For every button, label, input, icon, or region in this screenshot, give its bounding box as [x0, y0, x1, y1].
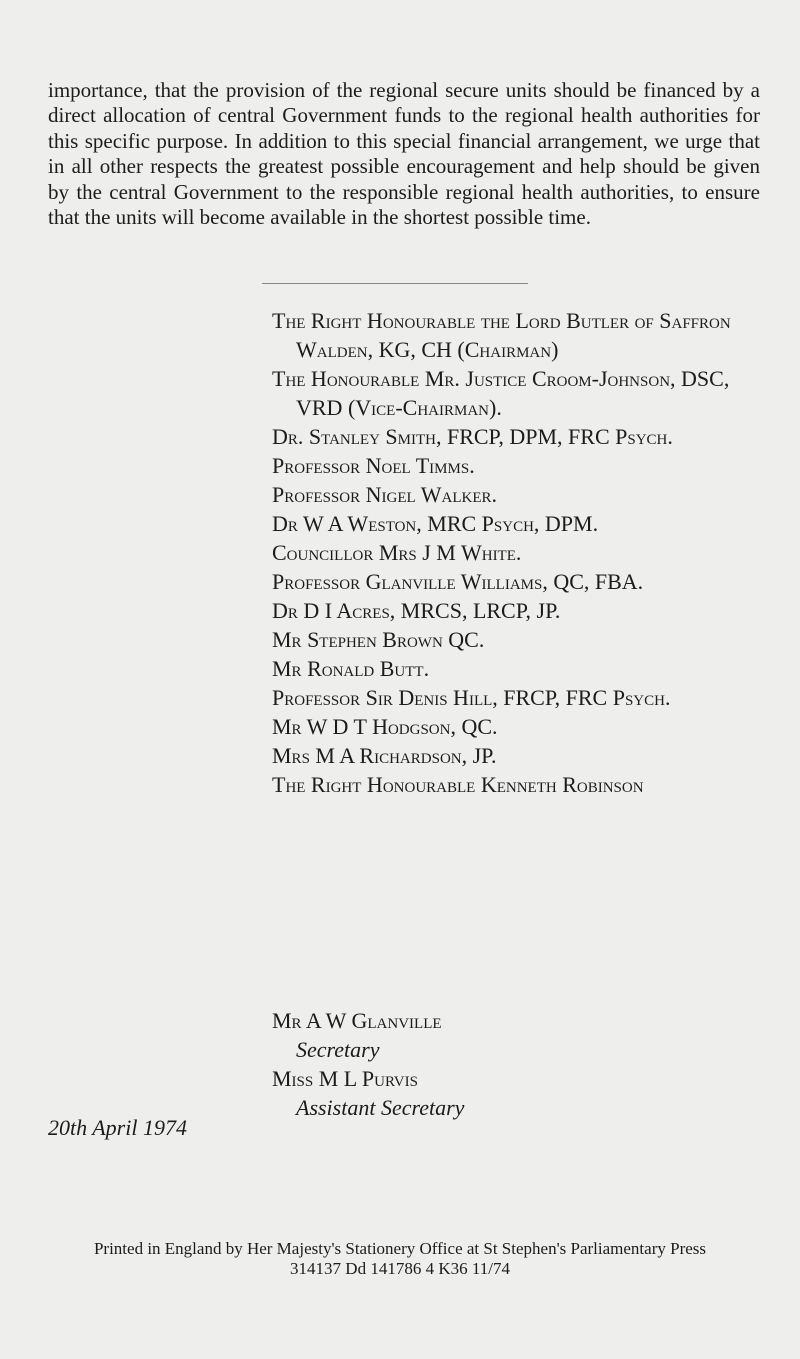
assistant-secretary-role: Assistant Secretary	[296, 1095, 465, 1120]
secretary-name: Mr A W Glanville	[272, 1008, 442, 1033]
member-entry: Mr Stephen Brown QC.	[272, 627, 485, 652]
member-entry: Professor Nigel Walker.	[272, 482, 498, 507]
printer-line: Printed in England by Her Majesty's Stationery Office at St Stephen's Parliamentary Press	[93, 1239, 707, 1258]
committee-members-list	[272, 306, 772, 799]
member-entry: Dr D I Acres, MRCS, LRCP, JP.	[272, 598, 561, 623]
member-vice-chairman: The Honourable Mr. Justice Croom-Johnson, DSC, VRD (Vice-Chairman).	[272, 366, 730, 420]
assistant-secretary-name: Miss M L Purvis	[272, 1066, 418, 1091]
member-entry: Mr W D T Hodgson, QC.	[272, 714, 498, 739]
member-entry: Dr W A Weston, MRC Psych, DPM.	[272, 511, 599, 536]
print-codes: 314137 Dd 141786 4 K36 11/74	[290, 1259, 510, 1278]
member-entry: The Right Honourable Kenneth Robinson	[272, 772, 644, 797]
section-divider	[262, 283, 528, 284]
member-entry: Mrs M A Richardson, JP.	[272, 743, 497, 768]
intro-paragraph: importance, that the provision of the regional secure units should be financed by a direct allocation of central Government funds to the regional health authorities for this specific purpose. In addition to this special financial arrangement, we urge that in all other respects the greatest possible encouragement and help should be given by the central Government to the responsible regional health authorities, to ensure that the units will become available in the shortest possible time.	[48, 78, 760, 230]
member-entry: Councillor Mrs J M White.	[272, 540, 522, 565]
member-chairman: The Right Honourable the Lord Butler of Saffron Walden, KG, CH (Chairman)	[272, 308, 731, 362]
member-entry: Professor Noel Timms.	[272, 453, 475, 478]
secretariat-block	[272, 1006, 752, 1122]
secretary-role: Secretary	[296, 1037, 380, 1062]
member-entry: Dr. Stanley Smith, FRCP, DPM, FRC Psych.	[272, 424, 673, 449]
printer-footer	[0, 1239, 800, 1279]
member-entry: Mr Ronald Butt.	[272, 656, 430, 681]
member-entry: Professor Glanville Williams, QC, FBA.	[272, 569, 644, 594]
report-date: 20th April 1974	[48, 1115, 187, 1140]
member-entry: Professor Sir Denis Hill, FRCP, FRC Psych.	[272, 685, 671, 710]
